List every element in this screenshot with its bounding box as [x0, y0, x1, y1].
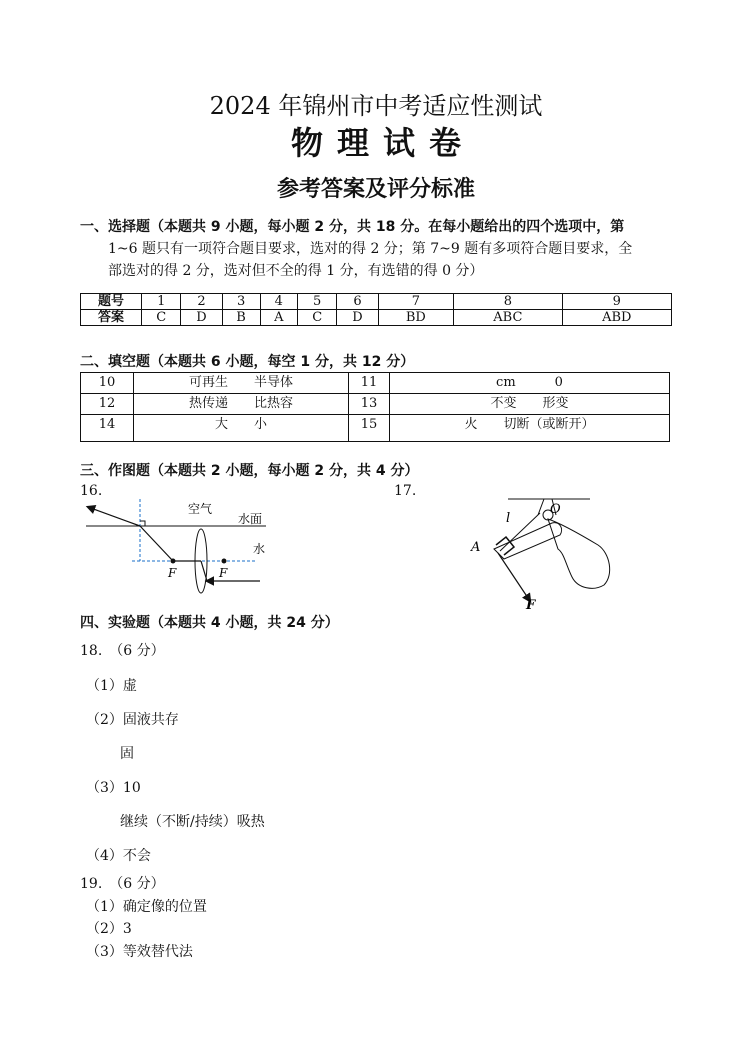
question-cell: 7 — [378, 294, 454, 310]
table-row — [81, 294, 672, 310]
point-a-label: A — [471, 540, 481, 555]
answer-key-title: 参考答案及评分标准 — [276, 177, 475, 202]
question-cell: 1 — [142, 294, 181, 310]
question-number-cell: 15 — [349, 415, 390, 442]
q18-2: （2）固液共存 — [86, 712, 179, 728]
table-row — [81, 310, 672, 326]
section2-title: 二、填空题（本题共 6 小题，每空 1 分，共 12 分） — [80, 354, 415, 370]
answer-cell: cm 0 — [390, 373, 670, 394]
pivot-label: O — [550, 502, 561, 517]
answer-cell: D — [337, 310, 378, 326]
exam-title: 2024 年锦州市中考适应性测试 — [209, 92, 543, 120]
question-cell: 8 — [454, 294, 562, 310]
q18-3: （3）10 — [86, 780, 141, 796]
answer-cell: ABC — [454, 310, 562, 326]
question-cell: 5 — [297, 294, 336, 310]
section1-line2: 1~6 题只有一项符合题目要求，选对的得 2 分；第 7~9 题有多项符合题目要求，全 — [108, 241, 633, 257]
force-label: F — [526, 598, 536, 613]
question-cell: 9 — [562, 294, 671, 310]
q19-3: （3）等效替代法 — [86, 944, 193, 960]
answer-cell: A — [260, 310, 297, 326]
header-cell: 答案 — [81, 310, 142, 326]
q18-heading: 18. （6 分） — [80, 643, 165, 659]
surface-label: 水面 — [238, 512, 263, 526]
section1-title: 一、选择题（本题共 9 小题，每小题 2 分，共 18 分。在每小题给出的四个选项中，第 — [80, 219, 625, 235]
lever-force-diagram — [468, 493, 618, 613]
focal-point-right — [222, 559, 227, 564]
question-cell: 4 — [260, 294, 297, 310]
question-number-cell: 11 — [349, 373, 390, 394]
answer-cell: C — [297, 310, 336, 326]
table-row — [81, 394, 670, 415]
answer-cell: 火 切断（或断开） — [390, 415, 670, 442]
answer-cell: 大 小 — [134, 415, 349, 442]
q19-1: （1）确定像的位置 — [86, 899, 207, 915]
question-cell: 6 — [337, 294, 378, 310]
water-label: 水 — [253, 542, 266, 556]
answer-cell: D — [181, 310, 222, 326]
section3-title: 三、作图题（本题共 2 小题，每小题 2 分，共 4 分） — [80, 463, 419, 479]
focal-label-left: F — [168, 566, 177, 580]
air-label: 空气 — [188, 502, 213, 516]
q18-4: （4）不会 — [86, 848, 151, 864]
section4-title: 四、实验题（本题共 4 小题，共 24 分） — [80, 615, 339, 631]
question-cell: 2 — [181, 294, 222, 310]
table-row — [81, 373, 670, 394]
q18-1: （1）虚 — [86, 678, 137, 694]
question-number-cell: 10 — [81, 373, 134, 394]
question-cell: 3 — [222, 294, 260, 310]
answer-cell: C — [142, 310, 181, 326]
fill-answer-table — [80, 372, 670, 442]
answer-cell: BD — [378, 310, 454, 326]
section1-instructions — [80, 216, 680, 282]
refraction-lens-diagram — [80, 495, 280, 595]
q18-3b: 继续（不断/持续）吸热 — [120, 814, 265, 830]
answer-cell: 不变 形变 — [390, 394, 670, 415]
focal-label-right: F — [219, 566, 228, 580]
header-cell: 题号 — [81, 294, 142, 310]
q16-label: 16. — [80, 483, 103, 499]
answer-cell: B — [222, 310, 260, 326]
lever-arm-label: l — [506, 511, 511, 526]
subject-title: 物理试卷 — [290, 124, 475, 162]
answer-cell: 热传递 比热容 — [134, 394, 349, 415]
table-row — [81, 415, 670, 442]
q19-heading: 19. （6 分） — [80, 876, 165, 892]
focal-point-left — [171, 559, 176, 564]
answer-cell: 可再生 半导体 — [134, 373, 349, 394]
question-number-cell: 13 — [349, 394, 390, 415]
section1-line3: 部选对的得 2 分，选对但不全的得 1 分，有选错的得 0 分） — [108, 263, 484, 279]
question-number-cell: 14 — [81, 415, 134, 442]
q17-label: 17. — [394, 483, 417, 499]
question-number-cell: 12 — [81, 394, 134, 415]
q19-2: （2）3 — [86, 921, 132, 937]
answer-cell: ABD — [562, 310, 671, 326]
choice-answer-table — [80, 293, 672, 326]
q18-2b: 固 — [120, 746, 134, 762]
